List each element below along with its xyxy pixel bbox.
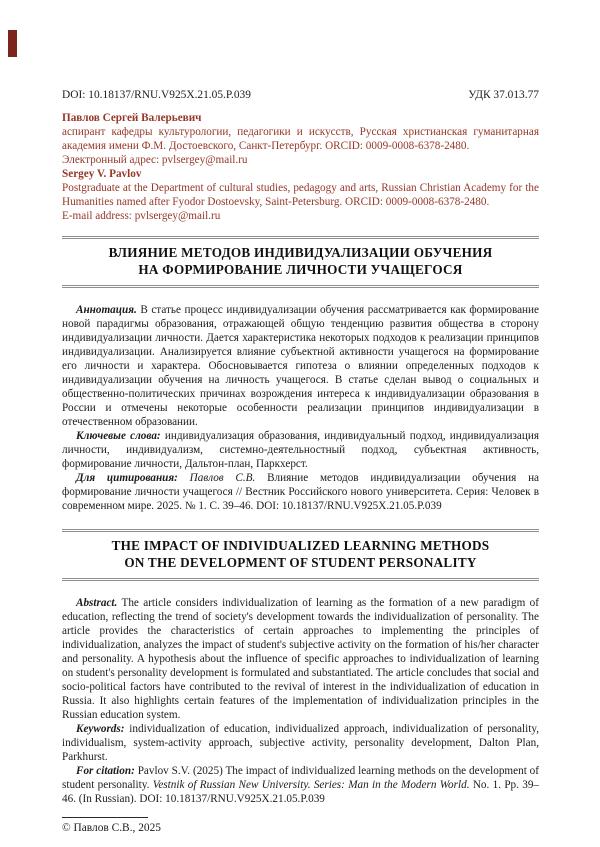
article-title-en-line1: THE IMPACT OF INDIVIDUALIZED LEARNING METHODS <box>111 538 490 553</box>
article-title-en-line2: ON THE DEVELOPMENT OF STUDENT PERSONALITY <box>124 554 477 570</box>
article-title-ru-line1: ВЛИЯНИЕ МЕТОДОВ ИНДИВИДУАЛИЗАЦИИ ОБУЧЕНИЯ <box>108 245 493 260</box>
abstract-en <box>62 596 539 722</box>
author-block-ru <box>62 111 539 167</box>
author-en-name: Sergey V. Pavlov <box>62 168 142 180</box>
abstract-ru-label: Аннотация. <box>76 304 137 316</box>
doi-label: DOI: 10.18137/RNU.V925X.21.05.P.039 <box>62 89 251 101</box>
citation-en-pre: Pavlov S.V. (2025) The impact of individualized learning methods on the development of student personality. <box>62 765 539 791</box>
keywords-ru-text: индивидуализация образования, индивидуальный подход, индивидуализация личности, индивидуализм, системно-деятельностный подход, субъектная активность, формирование личности, Дальтон-план, Паркхерст. <box>62 430 540 470</box>
article-title-en <box>62 531 539 579</box>
author-ru-email: Электронный адрес: pvlsergey@mail.ru <box>62 154 248 166</box>
udk-label: УДК 37.013.77 <box>468 89 539 101</box>
copyright-line: © Павлов С.В., 2025 <box>62 822 161 834</box>
author-ru-affiliation: аспирант кафедры культурологии, педагогики и искусств, Русская христианская гуманитарная академия имени Ф.М. Достоевского, Санкт-Петербург. ORCID: 0009-0008-6378-2480. <box>62 126 539 152</box>
citation-en <box>62 764 539 806</box>
author-block-en <box>62 167 539 223</box>
article-title-ru <box>62 238 539 286</box>
keywords-en-text: individualization of education, individualized approach, individualization of personality, individualism, system-activity approach, subjective activity, personality development, Dalton Plan, Parkhurst. <box>62 723 540 763</box>
article-title-ru-line2: НА ФОРМИРОВАНИЕ ЛИЧНОСТИ УЧАЩЕГОСЯ <box>138 261 463 277</box>
citation-ru-label: Для цитирования: <box>76 472 178 484</box>
article-title-ru-box <box>62 236 539 288</box>
citation-en-post: No. 1. Pp. 39–46. (In Russian). DOI: 10.18137/RNU.V925X.21.05.P.039 <box>62 779 540 805</box>
abstract-en-text: The article considers individualization of learning as the formation of a new paradigm of education, reflecting the trend of society's development towards the individualization of personality. The article provides the characteristics of certain approaches to implementing the principles of individualization, analyzes the impact of student's subjective activity on the formation of his/her character and personality. A hypothesis about the influence of specific approaches to individualization of learning on student's personality development is formulated and substantiated. The article concludes that social and socio-political factors have contributed to the revival of interest in the individualization of education in Russia. It also highlights certain features of the implementation of individualization principles in the Russian education system. <box>62 597 539 721</box>
copyright-divider-rule <box>62 817 148 818</box>
corner-bookmark-mark <box>8 30 17 57</box>
citation-en-label: For citation: <box>76 765 135 777</box>
citation-ru-text: Влияние методов индивидуализации обучения на формирование личности учащегося // Вестник Российского нового университета. Серия: Человек в современном мире. 2025. № 1. С. 39–46. DOI: 10.18137/RNU.V925X.21.05.P.039 <box>62 472 540 512</box>
author-en-affiliation: Postgraduate at the Department of cultural studies, pedagogy and arts, Russian Christian Academy for the Humanities named after Fyodor Dostoevsky, Saint-Petersburg. ORCID: 0009-0008-6378-2480. <box>62 182 539 208</box>
keywords-ru <box>62 429 539 471</box>
article-title-en-box <box>62 529 539 581</box>
author-ru-name: Павлов Сергей Валерьевич <box>62 112 202 124</box>
keywords-en-label: Keywords: <box>76 723 125 735</box>
abstract-en-label: Abstract. <box>76 597 118 609</box>
citation-ru-author: Павлов С.В. <box>189 472 256 484</box>
keywords-en <box>62 722 539 764</box>
header-row <box>62 88 539 102</box>
citation-en-journal: Vestnik of Russian New University. Series: Man in the Modern World. <box>152 779 470 791</box>
keywords-ru-label: Ключевые слова: <box>76 430 161 442</box>
abstract-ru <box>62 303 539 429</box>
author-en-email: E-mail address: pvlsergey@mail.ru <box>62 210 221 222</box>
citation-ru <box>62 471 539 513</box>
abstract-ru-text: В статье процесс индивидуализации обучения рассматривается как формирование новой парадигмы образования, отражающей общую тенденцию развития общества в сторону индивидуализации личности. Дается характеристика некоторых подходов к реализации принципов индивидуализации. Анализируется влияние субъектной активности учащегося на формирование его личности и характера. Обосновывается гипотеза о влиянии определенных подходов к индивидуализации обучения на личность учащегося. В статье сделан вывод о социальных и общественно-политических причинах возрождения интереса к индивидуализации образования в России и отмечены некоторые особенности реализации принципов индивидуализации в отечественном образовании. <box>62 304 539 428</box>
